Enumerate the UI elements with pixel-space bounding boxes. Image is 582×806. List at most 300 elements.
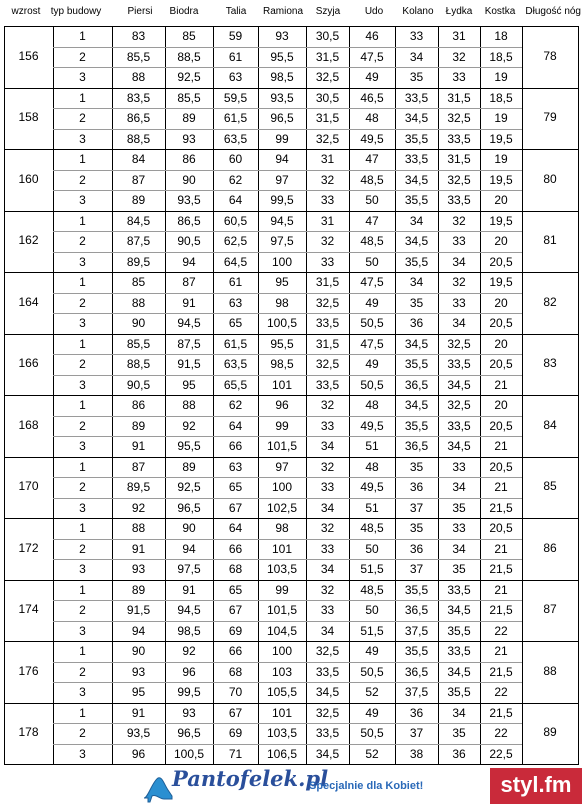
leg-length-cell: 86	[543, 540, 557, 555]
table-cell: 90,5	[177, 234, 201, 248]
table-cell: 34,5	[447, 439, 471, 453]
table-cell: 21,5	[489, 705, 513, 720]
table-cell: 33	[320, 193, 335, 207]
table-cell: 32,5	[315, 131, 340, 146]
table-cell: 99,5	[270, 193, 294, 207]
table-cell: 98	[275, 295, 289, 310]
table-cell: 47,5	[360, 49, 384, 64]
table-cell: 34	[452, 254, 466, 269]
row-divider	[53, 498, 522, 499]
table-cell: 34,5	[404, 172, 429, 187]
table-cell: 86	[182, 152, 196, 166]
table-cell: 32	[452, 213, 466, 228]
table-cell: 94,5	[270, 213, 294, 228]
table-cell: 1	[79, 459, 86, 474]
table-cell: 106,5	[266, 746, 298, 761]
table-cell: 35,5	[404, 582, 429, 597]
table-cell: 1	[79, 644, 86, 658]
table-cell: 33	[452, 234, 466, 248]
row-divider	[53, 477, 522, 478]
table-cell: 68	[228, 664, 243, 679]
table-cell: 94	[275, 152, 289, 166]
table-cell: 97,5	[177, 562, 201, 576]
table-cell: 36	[409, 316, 424, 330]
table-cell: 32	[320, 459, 335, 474]
table-cell: 96,5	[270, 111, 294, 125]
table-cell: 34	[320, 500, 335, 515]
table-cell: 87	[131, 172, 146, 187]
group-divider	[4, 703, 579, 704]
table-cell: 33,5	[447, 193, 471, 207]
table-cell: 70	[228, 685, 243, 699]
table-cell: 105,5	[266, 685, 298, 699]
table-cell: 65	[228, 582, 243, 597]
table-cell: 93	[131, 562, 146, 576]
table-cell: 34	[452, 480, 466, 494]
group-divider	[4, 641, 579, 642]
row-divider	[53, 559, 522, 560]
table-cell: 19,5	[489, 172, 513, 187]
table-cell: 101	[271, 705, 293, 720]
column-header: Talia	[225, 6, 247, 17]
table-cell: 88,5	[177, 49, 201, 64]
table-cell: 100	[271, 254, 293, 269]
table-cell: 35	[409, 70, 424, 84]
table-cell: 89	[182, 459, 196, 474]
table-cell: 19	[494, 111, 508, 125]
row-divider	[53, 436, 522, 437]
table-cell: 101	[271, 541, 293, 556]
table-cell: 50	[365, 541, 379, 556]
table-cell: 22	[494, 726, 508, 740]
row-divider	[53, 47, 522, 48]
table-cell: 90,5	[126, 377, 151, 392]
table-cell: 64	[228, 193, 243, 207]
table-cell: 1	[79, 582, 86, 597]
table-cell: 93	[182, 131, 196, 146]
table-cell: 3	[79, 623, 86, 638]
height-cell: 158	[18, 110, 39, 125]
column-header: typ budowy	[50, 6, 102, 17]
table-cell: 1	[79, 398, 86, 412]
table-cell: 71	[228, 746, 243, 761]
table-cell: 64	[228, 418, 243, 433]
table-cell: 48,5	[360, 582, 384, 597]
table-cell: 21	[494, 541, 508, 556]
row-divider	[53, 375, 522, 376]
table-cell: 35	[409, 295, 424, 310]
table-cell: 32	[452, 49, 466, 64]
table-cell: 22	[494, 685, 508, 699]
table-cell: 35,5	[447, 623, 471, 638]
table-cell: 34,5	[404, 336, 429, 351]
table-cell: 1	[79, 29, 86, 43]
row-divider	[53, 600, 522, 601]
table-cell: 34,5	[447, 377, 471, 392]
table-cell: 33,5	[447, 131, 471, 146]
table-cell: 19	[494, 152, 508, 166]
table-cell: 51	[365, 500, 379, 515]
leg-length-cell: 82	[543, 294, 557, 309]
table-cell: 33,5	[447, 644, 471, 658]
table-cell: 2	[79, 603, 86, 617]
height-cell: 172	[18, 540, 39, 555]
table-cell: 2	[79, 357, 86, 371]
table-cell: 2	[79, 418, 86, 433]
group-divider	[4, 518, 579, 519]
row-divider	[53, 252, 522, 253]
table-cell: 33,5	[404, 152, 429, 166]
table-cell: 63,5	[223, 357, 248, 371]
high-heel-shoe-icon	[142, 768, 174, 804]
table-cell: 97,5	[270, 234, 294, 248]
table-cell: 36	[409, 541, 424, 556]
table-cell: 18,5	[489, 90, 513, 105]
table-cell: 48	[365, 398, 379, 412]
table-cell: 49	[365, 357, 379, 371]
table-cell: 20	[494, 336, 508, 351]
table-cell: 92,5	[177, 480, 201, 494]
table-cell: 32	[320, 172, 335, 187]
table-cell: 98,5	[177, 623, 201, 638]
table-cell: 36	[409, 480, 424, 494]
table-cell: 49	[365, 644, 379, 658]
table-cell: 3	[79, 562, 86, 576]
table-cell: 19,5	[489, 213, 513, 228]
table-cell: 66	[228, 541, 243, 556]
column-header: wzrost	[11, 6, 41, 17]
table-cell: 94	[131, 623, 146, 638]
table-cell: 32,5	[315, 644, 340, 658]
table-cell: 89	[182, 111, 196, 125]
table-cell: 92	[182, 418, 196, 433]
footer	[0, 762, 582, 806]
table-cell: 35,5	[404, 357, 429, 371]
table-cell: 37	[409, 500, 424, 515]
table-cell: 52	[365, 746, 379, 761]
table-cell: 20	[494, 234, 508, 248]
table-cell: 3	[79, 254, 86, 269]
table-cell: 37,5	[404, 685, 429, 699]
table-cell: 61,5	[223, 336, 248, 351]
height-cell: 168	[18, 417, 39, 432]
height-cell: 176	[18, 663, 39, 678]
row-divider	[53, 190, 522, 191]
table-cell: 3	[79, 316, 86, 330]
table-cell: 93,5	[270, 90, 294, 105]
table-cell: 18	[494, 29, 508, 43]
table-cell: 92	[131, 500, 146, 515]
group-divider	[4, 457, 579, 458]
row-divider	[53, 67, 522, 68]
table-cell: 86,5	[177, 213, 201, 228]
table-cell: 51,5	[360, 623, 384, 638]
table-cell: 20,5	[489, 316, 513, 330]
table-cell: 31,5	[447, 152, 471, 166]
table-cell: 96	[182, 664, 196, 679]
table-cell: 32,5	[447, 398, 471, 412]
table-cell: 47	[365, 213, 379, 228]
row-divider	[53, 682, 522, 683]
table-cell: 99	[275, 582, 289, 597]
table-cell: 33,5	[447, 418, 471, 433]
leg-length-cell: 81	[543, 233, 557, 248]
row-divider	[53, 170, 522, 171]
table-cell: 88,5	[126, 131, 151, 146]
table-cell: 93	[275, 29, 289, 43]
table-cell: 96,5	[177, 500, 201, 515]
table-cell: 20	[494, 193, 508, 207]
table-cell: 3	[79, 193, 86, 207]
table-cell: 32	[320, 521, 335, 535]
table-cell: 31,5	[447, 90, 471, 105]
column-header: Łydka	[445, 6, 473, 17]
table-cell: 20,5	[489, 254, 513, 269]
column-header: Ramiona	[262, 6, 304, 17]
table-cell: 35,5	[404, 193, 429, 207]
table-cell: 21	[494, 439, 508, 453]
height-cell: 162	[18, 233, 39, 248]
table-cell: 88	[131, 295, 146, 310]
row-divider	[53, 108, 522, 109]
tagline: Specjalnie dla Kobiet!	[309, 780, 424, 792]
table-cell: 51	[365, 439, 379, 453]
table-cell: 89,5	[126, 254, 151, 269]
table-cell: 46,5	[360, 90, 384, 105]
table-cell: 32,5	[315, 705, 340, 720]
table-cell: 89	[131, 418, 146, 433]
table-cell: 94	[182, 541, 196, 556]
table-cell: 19,5	[489, 275, 513, 289]
table-cell: 34	[452, 541, 466, 556]
table-cell: 32	[320, 398, 335, 412]
table-cell: 1	[79, 521, 86, 535]
table-cell: 3	[79, 70, 86, 84]
table-cell: 22,5	[489, 746, 513, 761]
table-cell: 93	[182, 705, 196, 720]
table-cell: 3	[79, 500, 86, 515]
table-cell: 32,5	[315, 70, 340, 84]
table-cell: 33,5	[315, 377, 340, 392]
table-cell: 1	[79, 90, 86, 105]
table-cell: 31,5	[315, 336, 340, 351]
table-cell: 87,5	[177, 336, 201, 351]
table-cell: 64	[228, 521, 243, 535]
table-cell: 96,5	[177, 726, 201, 740]
table-cell: 59	[228, 29, 243, 43]
table-cell: 91,5	[177, 357, 201, 371]
group-divider	[4, 580, 579, 581]
table-cell: 35,5	[404, 644, 429, 658]
column-header: Biodra	[169, 6, 199, 17]
column-header: Kostka	[484, 6, 516, 17]
table-cell: 50,5	[360, 664, 384, 679]
table-cell: 49	[365, 70, 379, 84]
table-cell: 88	[131, 521, 146, 535]
table-cell: 88,5	[126, 357, 151, 371]
table-cell: 36,5	[404, 439, 429, 453]
table-cell: 59,5	[223, 90, 248, 105]
table-cell: 48	[365, 111, 379, 125]
table-cell: 64,5	[223, 254, 248, 269]
table-cell: 100,5	[266, 316, 298, 330]
table-cell: 22	[494, 623, 508, 638]
table-cell: 33	[452, 521, 466, 535]
table-cell: 32	[320, 582, 335, 597]
table-cell: 91	[131, 439, 146, 453]
table-cell: 32	[452, 275, 466, 289]
leg-length-cell: 85	[543, 479, 557, 494]
table-cell: 47,5	[360, 336, 384, 351]
table-cell: 20,5	[489, 459, 513, 474]
leg-length-cell: 89	[543, 725, 557, 740]
table-cell: 38	[409, 746, 424, 761]
table-cell: 21,5	[489, 664, 513, 679]
table-cell: 83	[131, 29, 146, 43]
table-cell: 31	[320, 152, 335, 166]
table-cell: 95,5	[177, 439, 201, 453]
table-cell: 36,5	[404, 664, 429, 679]
table-cell: 67	[228, 500, 243, 515]
table-cell: 69	[228, 623, 243, 638]
table-cell: 32,5	[447, 111, 471, 125]
table-cell: 35	[409, 459, 424, 474]
table-cell: 50	[365, 193, 379, 207]
table-cell: 2	[79, 295, 86, 310]
table-cell: 90	[182, 521, 196, 535]
table-cell: 32,5	[315, 295, 340, 310]
brand-logo[interactable]: styl.fm	[490, 768, 582, 804]
table-cell: 85	[182, 29, 196, 43]
table-cell: 84	[131, 152, 146, 166]
row-divider	[53, 293, 522, 294]
table-cell: 83,5	[126, 90, 151, 105]
table-cell: 67	[228, 705, 243, 720]
table-cell: 35	[452, 500, 466, 515]
table-cell: 2	[79, 172, 86, 187]
table-cell: 100	[271, 480, 293, 494]
table-cell: 33	[320, 480, 335, 494]
leg-length-cell: 88	[543, 663, 557, 678]
group-divider	[4, 211, 579, 212]
table-cell: 32,5	[447, 172, 471, 187]
table-cell: 2	[79, 111, 86, 125]
table-cell: 84,5	[126, 213, 151, 228]
table-cell: 35	[409, 521, 424, 535]
row-divider	[53, 313, 522, 314]
table-cell: 32,5	[315, 357, 340, 371]
row-divider	[53, 744, 522, 745]
table-cell: 50,5	[360, 377, 384, 392]
table-cell: 33	[452, 70, 466, 84]
table-cell: 34,5	[447, 603, 471, 617]
table-cell: 67	[228, 603, 243, 617]
table-cell: 1	[79, 705, 86, 720]
group-divider	[4, 395, 579, 396]
table-cell: 48,5	[360, 172, 384, 187]
table-cell: 95,5	[270, 49, 294, 64]
table-cell: 2	[79, 541, 86, 556]
table-cell: 88	[131, 70, 146, 84]
table-cell: 35,5	[447, 685, 471, 699]
table-cell: 35,5	[404, 254, 429, 269]
table-cell: 94,5	[177, 316, 201, 330]
table-cell: 21	[494, 480, 508, 494]
leg-length-cell: 78	[543, 48, 557, 63]
table-cell: 61	[228, 49, 243, 64]
table-cell: 96	[131, 746, 146, 761]
table-cell: 91,5	[126, 603, 151, 617]
table-cell: 37	[409, 562, 424, 576]
table-cell: 33,5	[315, 664, 340, 679]
table-cell: 33	[452, 295, 466, 310]
table-cell: 35,5	[404, 131, 429, 146]
table-cell: 93,5	[177, 193, 201, 207]
table-cell: 31,5	[315, 49, 340, 64]
leg-length-cell: 84	[543, 417, 557, 432]
table-cell: 33,5	[315, 726, 340, 740]
table-cell: 86,5	[126, 111, 151, 125]
table-cell: 98,5	[270, 70, 294, 84]
table-cell: 48,5	[360, 234, 384, 248]
table-cell: 95	[131, 685, 146, 699]
table-cell: 61,5	[223, 111, 248, 125]
table-cell: 1	[79, 152, 86, 166]
table-cell: 37,5	[404, 623, 429, 638]
table-cell: 31,5	[315, 111, 340, 125]
table-header	[0, 0, 582, 26]
table-cell: 30,5	[315, 90, 340, 105]
leg-length-cell: 80	[543, 171, 557, 186]
table-cell: 33	[452, 459, 466, 474]
table-cell: 90	[131, 316, 146, 330]
table-cell: 69	[228, 726, 243, 740]
table-cell: 35,5	[404, 418, 429, 433]
row-divider	[53, 416, 522, 417]
table-cell: 3	[79, 377, 86, 392]
table-cell: 91	[182, 295, 196, 310]
table-cell: 61	[228, 275, 243, 289]
table-cell: 34,5	[404, 398, 429, 412]
table-cell: 92,5	[177, 70, 201, 84]
table-cell: 95	[275, 275, 289, 289]
table-cell: 102,5	[266, 500, 298, 515]
table-cell: 19,5	[489, 131, 513, 146]
table-cell: 35	[452, 726, 466, 740]
table-cell: 49	[365, 705, 379, 720]
table-cell: 47	[365, 152, 379, 166]
table-cell: 3	[79, 685, 86, 699]
leg-length-cell: 83	[543, 356, 557, 371]
table-cell: 3	[79, 131, 86, 146]
table-cell: 52	[365, 685, 379, 699]
table-cell: 2	[79, 480, 86, 494]
height-cell: 170	[18, 479, 39, 494]
row-divider	[53, 723, 522, 724]
table-cell: 34	[452, 316, 466, 330]
logo-text[interactable]: Pantofelek.pl	[172, 766, 329, 791]
table-cell: 21	[494, 377, 508, 392]
row-divider	[53, 662, 522, 663]
table-cell: 2	[79, 49, 86, 64]
table-cell: 86	[131, 398, 146, 412]
table-cell: 2	[79, 664, 86, 679]
table-cell: 2	[79, 234, 86, 248]
group-divider	[4, 334, 579, 335]
table-cell: 50	[365, 254, 379, 269]
table-cell: 91	[131, 541, 146, 556]
table-cell: 63,5	[223, 131, 248, 146]
